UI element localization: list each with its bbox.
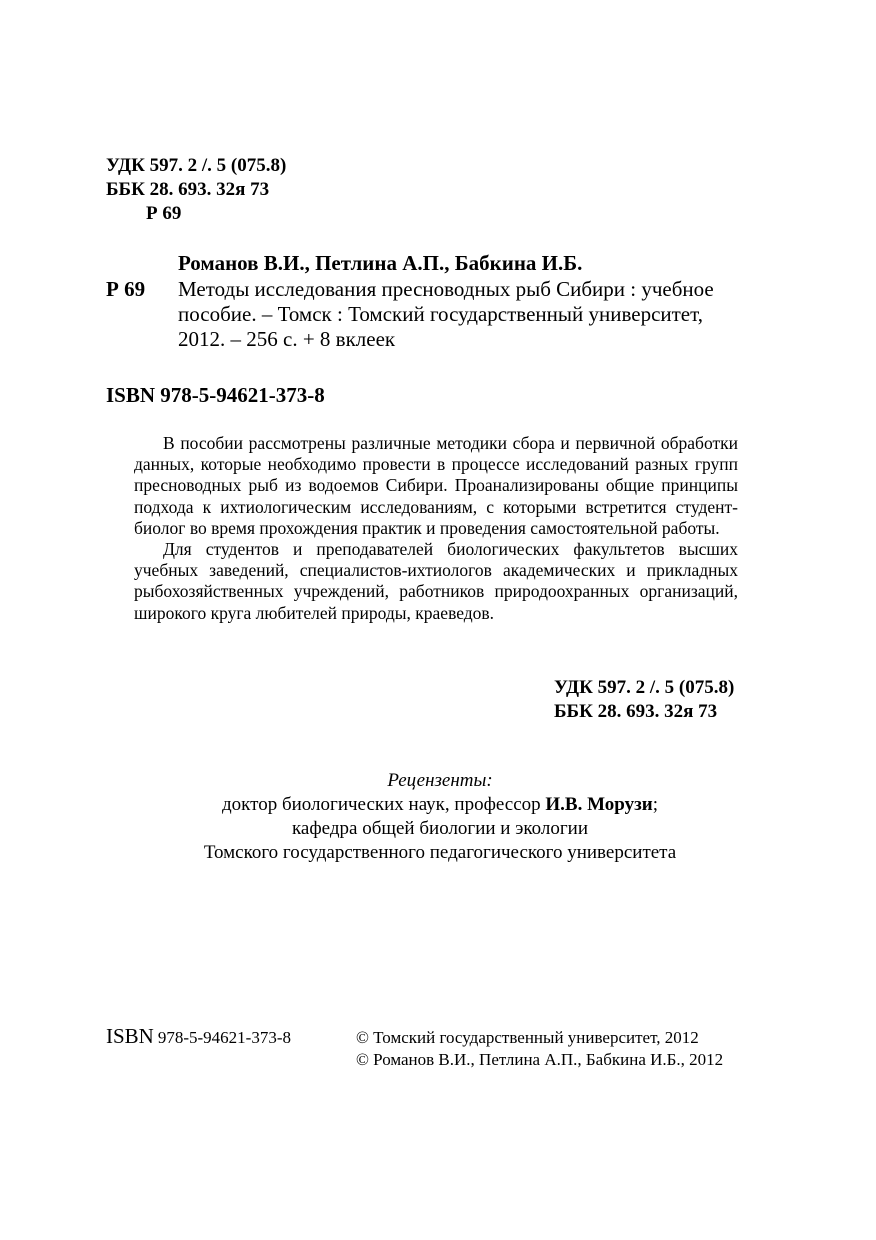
- author-mark: Р 69: [106, 277, 146, 301]
- reviewers-block: [150, 769, 730, 865]
- reviewers-heading: Рецензенты:: [387, 770, 493, 791]
- annotation-paragraph-1: В пособии рассмотрены различные методики сбора и первичной обработки данных, которые необходимо провести в процессе исследований разных групп пресноводных рыб из водоемов Сибири. Проанализированы общие принципы подхода к ихтиологическим исследованиям, с которыми встретится студент-биолог во время прохождения практик и проведения самостоятельной работы.: [134, 433, 738, 538]
- footer-isbn-number: 978-5-94621-373-8: [157, 1028, 292, 1047]
- reviewer-line-2: кафедра общей биологии и экологии: [291, 818, 588, 839]
- authors-heading: Романов В.И., Петлина А.П., Бабкина И.Б.: [178, 251, 583, 275]
- reviewer-title: доктор биологических наук, профессор: [222, 794, 546, 815]
- annotation-paragraph-2: Для студентов и преподавателей биологических факультетов высших учебных заведений, специалистов-ихтиологов академических и прикладных рыбохозяйственных учреждений, работников природоохранных организаций, широкого круга любителей природы, краеведов.: [134, 539, 738, 623]
- author-mark-top: Р 69: [146, 203, 182, 224]
- reviewer-line-1: [150, 793, 730, 817]
- footer-isbn-label: ISBN: [106, 1024, 154, 1048]
- bib-line-1: Методы исследования пресноводных рыб Сибири : учебное: [178, 277, 714, 301]
- copyright-university: © Томский государственный университет, 2012: [356, 1028, 699, 1047]
- reviewer-name: И.В. Морузи: [545, 794, 653, 815]
- copyright-authors: © Романов В.И., Петлина А.П., Бабкина И.Б., 2012: [356, 1050, 724, 1069]
- bib-line-2: пособие. – Томск : Томский государственный университет,: [178, 302, 703, 326]
- footer-isbn: [106, 1024, 291, 1049]
- udk-code-top: УДК 597. 2 /. 5 (075.8): [106, 155, 287, 176]
- bbk-code-bottom: ББК 28. 693. 32я 73: [554, 701, 718, 722]
- reviewer-line-3: Томского государственного педагогического университета: [203, 842, 677, 863]
- reviewer-line-1-suffix: ;: [652, 794, 658, 815]
- bbk-code-top: ББК 28. 693. 32я 73: [106, 179, 270, 200]
- isbn-main: ISBN 978-5-94621-373-8: [106, 383, 325, 407]
- annotation: [134, 433, 738, 624]
- bib-line-3: 2012. – 256 с. + 8 вклеек: [178, 327, 396, 351]
- udk-code-bottom: УДК 597. 2 /. 5 (075.8): [554, 677, 735, 698]
